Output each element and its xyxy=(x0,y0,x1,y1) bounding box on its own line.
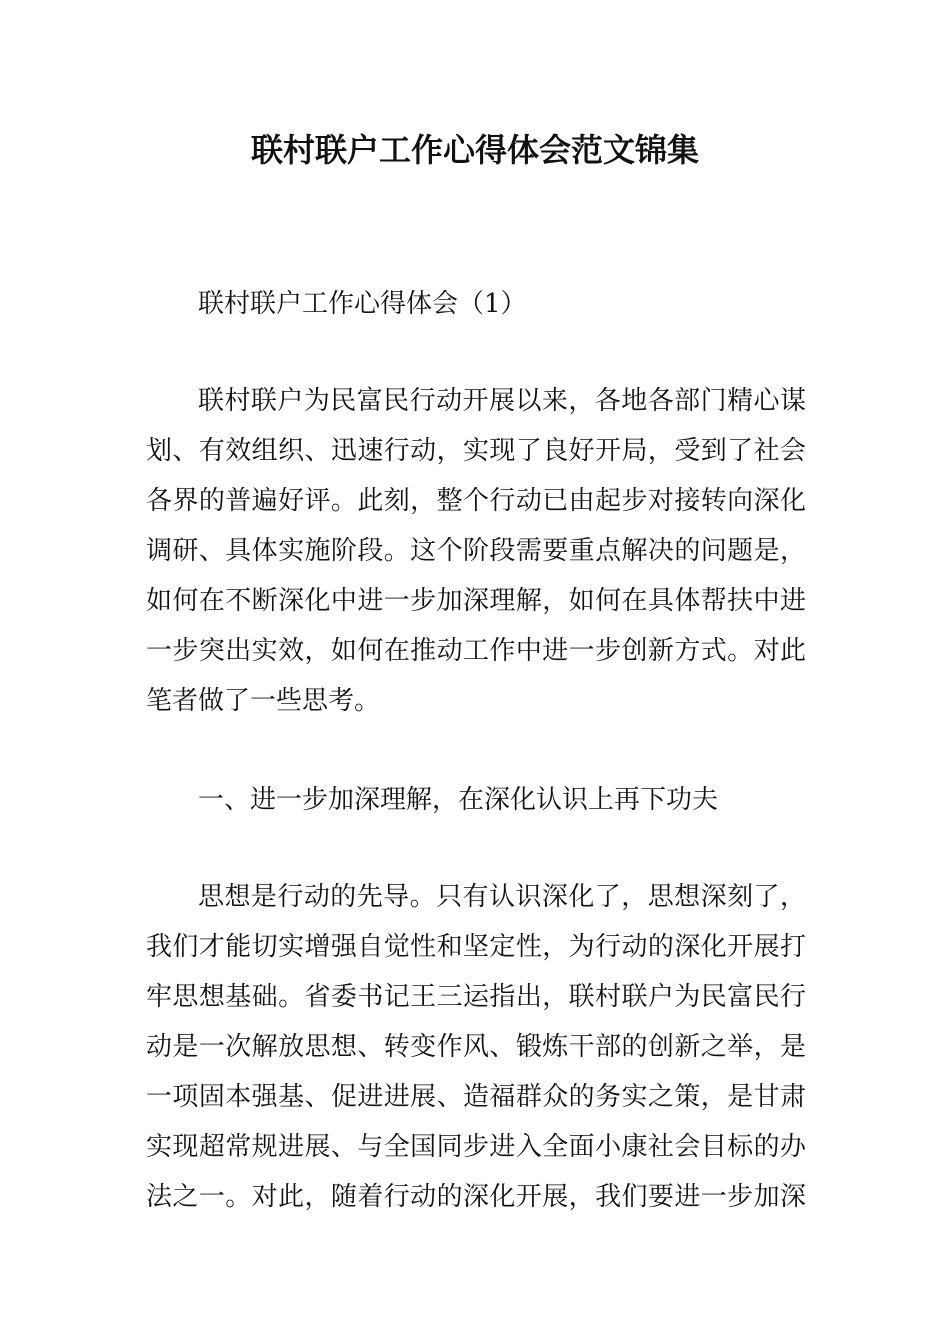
paragraph-line: 动是一次解放思想、转变作风、锻炼干部的创新之举，是 xyxy=(146,1032,806,1062)
paragraph-line: 实现超常规进展、与全国同步进入全面小康社会目标的办 xyxy=(146,1132,806,1162)
paragraph-line: 笔者做了一些思考。 xyxy=(146,686,381,716)
subheading: 一、进一步加深理解，在深化认识上再下功夫 xyxy=(198,785,719,815)
paragraph-line: 如何在不断深化中进一步加深理解，如何在具体帮扶中进 xyxy=(146,586,806,616)
paragraph-line: 一项固本强基、促进进展、造福群众的务实之策，是甘肃 xyxy=(146,1082,806,1112)
paragraph-line: 思想是行动的先导。只有认识深化了，思想深刻了， xyxy=(198,882,806,912)
paragraph-line: 牢思想基础。省委书记王三运指出，联村联户为民富民行 xyxy=(146,982,806,1012)
paragraph-line: 划、有效组织、迅速行动，实现了良好开局，受到了社会 xyxy=(146,436,806,466)
paragraph-line: 我们才能切实增强自觉性和坚定性，为行动的深化开展打 xyxy=(146,932,806,962)
section-heading: 联村联户工作心得体会（1） xyxy=(198,289,527,319)
paragraph-line: 各界的普遍好评。此刻，整个行动已由起步对接转向深化 xyxy=(146,486,806,516)
paragraph-line: 一步突出实效，如何在推动工作中进一步创新方式。对此 xyxy=(146,636,806,666)
paragraph-line: 法之一。对此，随着行动的深化开展，我们要进一步加深 xyxy=(146,1182,806,1212)
document-title: 联村联户工作心得体会范文锦集 xyxy=(250,131,699,169)
paragraph-line: 调研、具体实施阶段。这个阶段需要重点解决的问题是， xyxy=(146,536,806,566)
paragraph-line: 联村联户为民富民行动开展以来，各地各部门精心谋 xyxy=(198,386,806,416)
